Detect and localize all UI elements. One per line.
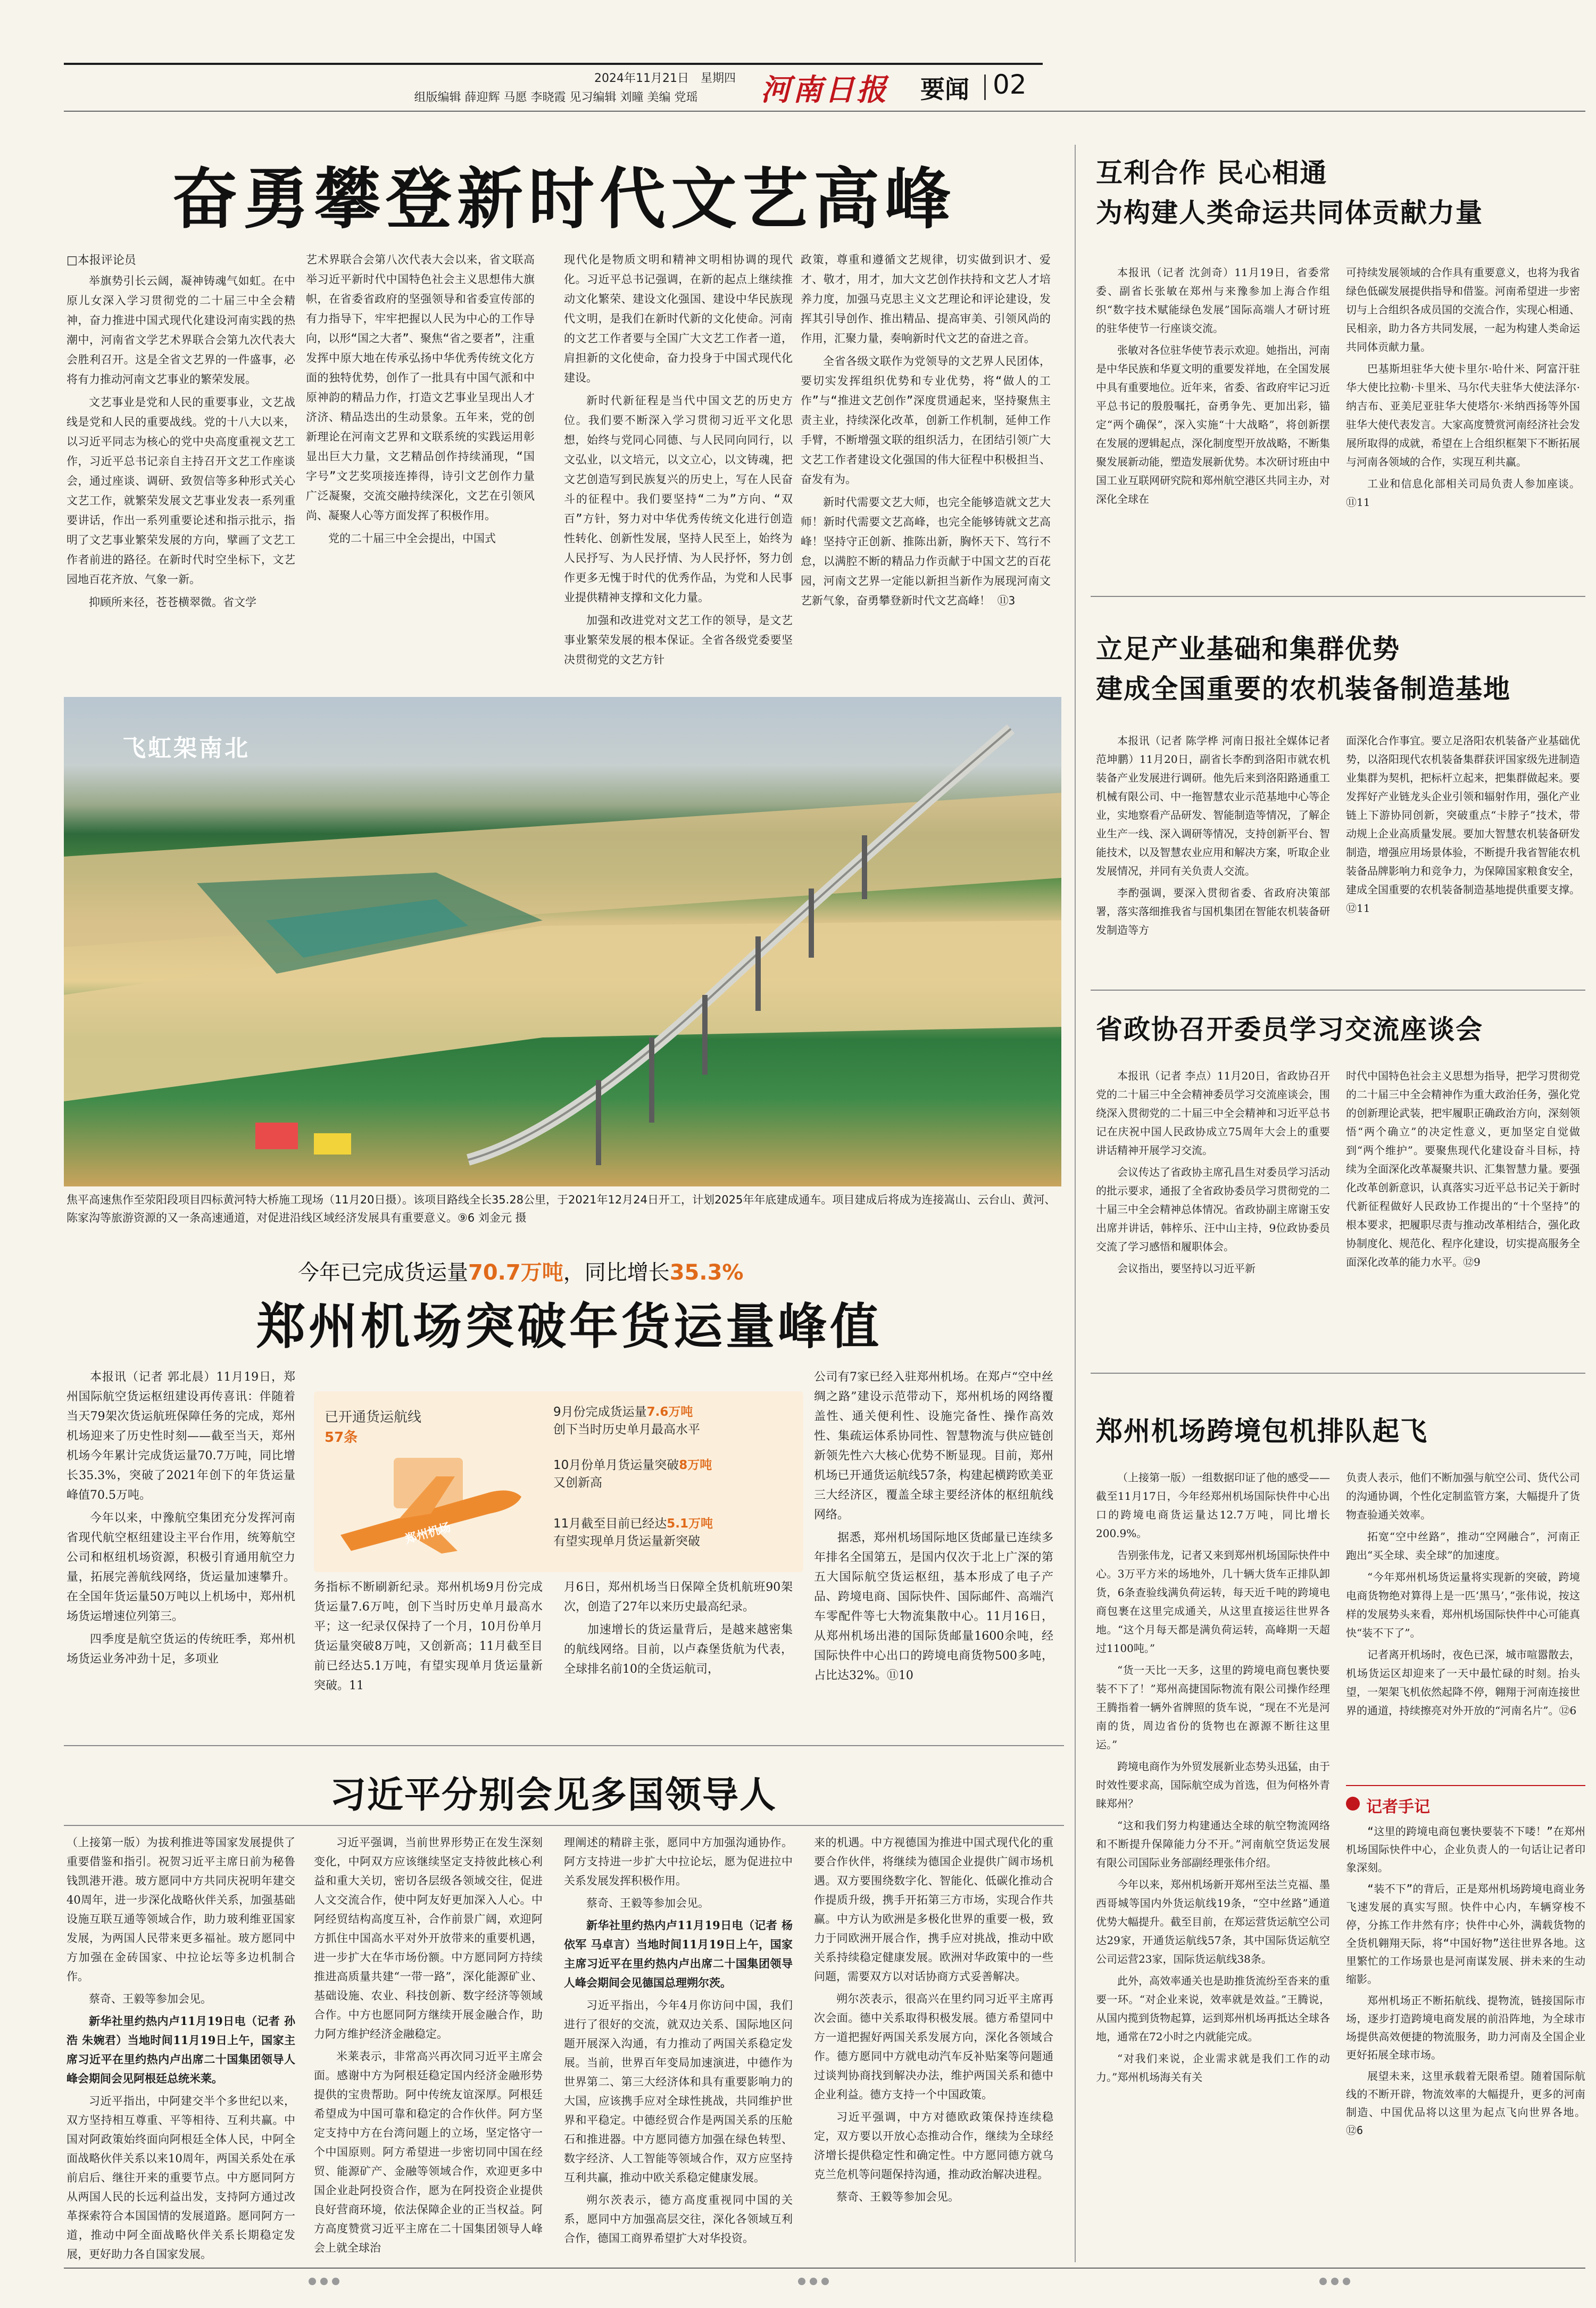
paragraph: 展望未来，这里承载着无限希望。随着国际航线的不断开辟，物流效率的大幅提升，更多的河南制造、中国优品将以这里为起点飞向世界各地。⑫6: [1346, 2070, 1585, 2137]
right-rule-3: [1091, 1373, 1585, 1374]
bottom-rule: [64, 2268, 1585, 2269]
paragraph: 本报讯（记者 陈学桦 河南日报社全媒体记者 范坤鹏）11月20日，副省长李酌到洛阳市就农机装备产业发展进行调研。他先后来到洛阳路通重工机械有限公司、中一拖智慧农业示范基地中心等企业，实地察看产品研发、智能制造等情况，了解企业生产一线、深入调研等情况，支持创新平台、智能技术，以及智慧农业应用和解决方案，听取企业发展情况，并同有关负责人交流。: [1096, 734, 1330, 877]
lead-col-4: [801, 250, 1051, 692]
airport-col-1: [66, 1367, 295, 1740]
right-a1-headline-1: 互利合作 民心相通: [1096, 157, 1328, 188]
masthead-logo: 河南日报: [761, 72, 888, 107]
xi-col-3: [564, 1833, 793, 2253]
paragraph: 据悉，郑州机场国际地区货邮量已连续多年排名全国第五，是国内仅次于北上广深的第五大国际航空货运枢纽，基本形成了电子产品、跨境电商、国际快件、国际邮件、高端汽车零配件等七大物流集散中心。11月16日，从郑州机场出港的国际货邮量1600余吨，经国际快件中心出口的跨境电商货物500多吨，占比达32%。⑪10: [814, 1531, 1053, 1682]
paragraph: 月6日，郑州机场当日保障全货机航班90架次，创造了27年以来历史最高纪录。: [564, 1581, 793, 1614]
plane-label: 郑州机场: [403, 1521, 453, 1547]
right-a4-headline: 郑州机场跨境包机排队起飞: [1096, 1416, 1428, 1447]
subhead-mid: ，同比增长: [563, 1260, 670, 1285]
paragraph: 今年以来，郑州机场新开郑州至法兰克福、墨西哥城等国内外货运航线19条，“空中丝路”通道优势大幅提升。截至目前，在郑运营货运航空公司达29家，开通货运航线57条，其中国际货运航空公司运营23家，国际货运航线38条。: [1096, 1878, 1330, 1965]
lead-col-3: [564, 250, 793, 692]
paragraph: “这和我们努力构建通达全球的航空物流网络和不断提升保障能力分不开。”河南航空货运发展有限公司国际业务部副经理张伟介绍。: [1096, 1819, 1330, 1869]
column-divider: [1075, 145, 1076, 2262]
stat-sub: 创下当时历史单月最高水平: [553, 1423, 700, 1437]
paragraph: 跨境电商作为外贸发展新业态势头迅猛，由于时效性要求高，国际航空成为首选，但为何格外青睐郑州？: [1096, 1760, 1330, 1810]
paragraph: 务指标不断刷新纪录。郑州机场9月份完成货运量7.6万吨，创下当时历史单月最高水平；这一纪录仅保持了一个月，10月份单月货运量突破8万吨，又创新高；11月截至目前已经达5.1万吨，有望实现单月货运量新突破。11: [314, 1581, 543, 1692]
right-a3-headline: 省政协召开委员学习交流座谈会: [1096, 1014, 1483, 1045]
right-a1-col-2: [1346, 263, 1580, 588]
stat-item-3: [553, 1514, 793, 1549]
right-rule-1: [1091, 596, 1585, 597]
paragraph: 全省各级文联作为党领导的文艺界人民团体，要切实发挥组织优势和专业优势，将“做人的工作”与“推进文艺创作”深度贯通起来，坚持聚焦主责主业，持续深化改革，创新工作机制，延伸工作手臂，不断增强文联的组织活力，在团结引领广大文艺工作者建设文化强国的伟大征程中积极担当、奋发有为。: [801, 355, 1051, 486]
stat-item-1: [553, 1402, 793, 1437]
paragraph: 张敏对各位驻华使节表示欢迎。她指出，河南是中华民族和华夏文明的重要发祥地，在全国发展中具有重要地位。近年来，省委、省政府牢记习近平总书记的殷殷嘱托，奋勇争先、更加出彩，锚定“两个确保”，深入实施“十大战略”，将创新摆在发展的逻辑起点，深化制度型开放战略，不断集聚发展新动能，塑造发展新优势。本次研讨班由中国工业互联网研究院和郑州航空港区共同主办，对深化全球在: [1096, 344, 1330, 505]
paragraph: 蔡奇、王毅等参加会见。: [89, 1992, 212, 2005]
xi-col-1: [66, 1833, 295, 2261]
stat-number: 8万吨: [679, 1458, 712, 1472]
footer-dots-2: [798, 2277, 829, 2287]
paragraph: （上接第一版）一组数据印证了他的感受——截至11月17日，今年经郑州机场国际快件中心出口的跨境电商货运量达12.7万吨，同比增长200.9%。: [1096, 1471, 1330, 1540]
airport-col-2: [314, 1578, 543, 1737]
lead-byline: □本报评论员: [66, 254, 136, 267]
stat-number: 5.1万吨: [667, 1517, 713, 1531]
lead-col-2: [306, 250, 535, 692]
paragraph: 新时代新征程是当代中国文艺的历史方位。我们要不断深入学习贯彻习近平文化思想，始终与党同心同德、与人民同向同行，以文弘业，以文培元，以文立心，以文铸魂，把文艺创造写到民族复兴的历史上，写在人民奋斗的征程中。我们要坚持“二为”方向、“双百”方针，努力对中华优秀传统文化进行创造性转化、创新性发展，坚持人民至上，始终为人民抒写、为人民抒情、为人民抒怀，努力创作更多无愧于时代的优秀作品，为党和人民事业提供精神支撑和文化力量。: [564, 394, 793, 604]
paragraph: 现代化是物质文明和精神文明相协调的现代化。习近平总书记强调，在新的起点上继续推动文化繁荣、建设文化强国、建设中华民族现代文明，是我们在新时代新的文化使命。河南的文艺工作者要与全国广大文艺工作者一道，肩担新的文化使命，奋力投身于中国式现代化建设。: [564, 253, 793, 384]
notes-bullet-icon: [1346, 1797, 1360, 1811]
paragraph: 朔尔茨表示，德方高度重视同中国的关系，愿同中方加强高层交往，深化各领域互利合作，德国工商界希望扩大对华投资。: [564, 2194, 793, 2245]
right-a2-headline-1: 立足产业基础和集群优势: [1096, 634, 1400, 665]
masthead-editors: 组版编辑 薛迎辉 马愿 李晓霞 见习编辑 刘曈 美编 党瑶: [414, 91, 698, 104]
right-a4-col-2: [1346, 1468, 1580, 1788]
paragraph: 艺术界联合会第八次代表大会以来，省文联高举习近平新时代中国特色社会主义思想伟大旗帜，在省委省政府的坚强领导和省委宣传部的有力指导下，牢牢把握以人民为中心的工作导向，以形“国之大者”、聚焦“省之要者”，注重发挥中原大地在传承弘扬中华优秀传统文化方面的独特优势，创作了一批具有中国气派和中原神韵的精品力作，打造文艺事业呈现出人才济济、精品迭出的生动景象。五年来，党的创新理论在河南文艺界和文联系统的实践运用彰显出巨大力量，文艺精品创作持续涌现，“国字号”文艺奖项接连捧得，诗引文艺创作力量广泛凝聚，交流交融持续深化，文艺在引领风尚、凝聚人心等方面发挥了积极作用。: [306, 253, 535, 522]
bridge-illustration: [64, 697, 1061, 1186]
paragraph: 可持续发展领域的合作具有重要意义，也将为我省绿色低碳发展提供指导和借鉴。河南希望进一步密切与上合组织各成员国的交流合作，实现心相通、民相亲，助力各方共同发展，一起为构建人类命运共同体贡献力量。: [1346, 266, 1580, 353]
notes-rule: [1346, 1785, 1585, 1786]
lead-col-1: [66, 271, 295, 692]
paragraph: 习近平强调，中方对德欧政策保持连续稳定，双方要以开放心态推动合作，继续为全球经济增长提供稳定性和确定性。中方愿同德方就乌克兰危机等问题保持沟通，推动政治解决进程。: [814, 2111, 1053, 2181]
paragraph: 抑顾所来径，苍苍横翠微。省文学: [89, 596, 256, 609]
paragraph: 工业和信息化部相关司局负责人参加座谈。⑪11: [1346, 477, 1580, 509]
paragraph: 习近平指出，中阿建交半个多世纪以来，双方坚持相互尊重、平等相待、互利共赢。中国对阿政策始终面向阿根廷全体人民，中阿全面战略伙伴关系以来10周年，两国关系处在承前启后、继往开来的重要节点。中方愿同阿方从两国人民的长远利益出发，支持阿方通过改革探索符合本国国情的发展道路。愿同阿方一道，推动中阿全面战略伙伴关系长期稳定发展，更好助力各自国家发展。: [66, 2095, 295, 2261]
cargo-plane-icon: [330, 1455, 537, 1562]
paragraph: 新时代需要文艺大师，也完全能够造就文艺大师！新时代需要文艺高峰，也完全能够铸就文艺高峰！坚持守正创新、推陈出新，胸怀天下、笃行不怠，以满腔不断的精品力作贡献于中国文艺的百花园，河南文艺界一定能以新担当新作为展现河南文艺新气象，奋勇攀登新时代文艺高峰！ ⑪3: [801, 496, 1051, 607]
paragraph: （上接第一版）为拔利推进等国家发展提供了重要借鉴和指引。祝贺习近平主席日前为秘鲁钱凯港开港。玻方愿同中方共同庆祝明年建交40周年，进一步深化战略伙伴关系，加强基础设施互联互通等领域合作，助力玻利维亚国家发展，为两国人民带来更多福祉。玻方愿同中方加强在金砖国家、中拉论坛等多边机制合作。: [66, 1836, 295, 1983]
subhead-text: 今年已完成货运量: [298, 1260, 468, 1285]
section-divider: [984, 74, 986, 100]
paragraph: 文艺事业是党和人民的重要事业，文艺战线是党和人民的重要战线。党的十八大以来，以习近平同志为核心的党中央高度重视文艺工作，习近平总书记亲自主持召开文艺工作座谈会，通过座谈、调研、致贺信等多种形式关心文艺工作，就繁荣发展文艺事业发表一系列重要讲话，作出一系列重要论述和指示批示，指明了文艺事业繁荣发展的方向，擘画了文艺工作者前进的路径。在新时代时空坐标下，文艺园地百花齐放、气象一新。: [66, 396, 295, 586]
section-title: 要闻: [920, 75, 969, 104]
right-a1-col-1: [1096, 263, 1330, 588]
stat-text: 11月截至目前已经达: [553, 1517, 667, 1531]
paragraph: 本报讯（记者 郭北晨）11月19日，郑州国际航空货运枢纽建设再传喜讯：伴随着当天79架次货运航班保障任务的完成，郑州机场迎来了历史性时刻——截至当天，郑州机场今年累计完成货运量70.7万吨，同比增长35.3%，突破了2021年创下的年货运量峰值70.5万吨。: [66, 1371, 295, 1502]
airport-headline: 郑州机场突破年货运量峰值: [256, 1298, 882, 1355]
airport-subhead: [298, 1256, 830, 1286]
lead-headline: 奋勇攀登新时代文艺高峰: [171, 161, 956, 238]
paragraph: 党的二十届三中全会提出，中国式: [328, 532, 496, 545]
bridge-photo: [64, 697, 1061, 1186]
footer-dots-1: [309, 2277, 339, 2287]
paragraph: 会议指出，要坚持以习近平新: [1117, 1262, 1256, 1275]
paragraph: 蔡奇、王毅等参加会见。: [586, 1897, 709, 1910]
paragraph: “装不下”的背后，正是郑州机场跨境电商业务飞速发展的真实写照。快件中心内，车辆穿梭不停，分拣工作井然有序；快件中心外，满载货物的全货机翱翔天际，将“中国好物”送往世界各地。这里繁忙的工作场景也是河南谋发展、拼未来的生动缩影。: [1346, 1882, 1585, 1986]
paragraph: 政策，尊重和遵循文艺规律，切实做到识才、爱才、敬才，用才，加大文艺创作扶持和文艺人才培养力度，加强马克思主义文艺理论和评论建设，发挥其引导创作、推出精品、提高审美、引领风尚的作用，汇聚力量，奏响新时代文艺的奋进之音。: [801, 253, 1051, 345]
paragraph: 来的机遇。中方视德国为推进中国式现代化的重要合作伙伴，将继续为德国企业提供广阔市场机遇。双方要围绕数字化、智能化、低碳化推动合作提质升级，携手开拓第三方市场，实现合作共赢。中方认为欧洲是多极化世界的重要一极，致力于同欧洲开展合作，携手应对挑战，推动中欧关系持续稳定健康发展。欧洲对华政策中的一些问题，需要双方以对话协商方式妥善解决。: [814, 1836, 1053, 1983]
notes-body: [1346, 1822, 1585, 2259]
paragraph: 李酌强调，要深入贯彻省委、省政府决策部署，落实落细推我省与国机集团在智能农机装备研发制造等方: [1096, 886, 1330, 936]
paragraph: 米莱表示，非常高兴再次同习近平主席会面。感谢中方为阿根廷稳定国内经济金融形势提供的宝贵帮助。阿中传统友谊深厚。阿根廷希望成为中国可靠和稳定的合作伙伴。阿方坚定支持中方在台湾问题上的立场，坚定恪守一个中国原则。阿方希望进一步密切同中国在经贸、能源矿产、金融等领域合作，欢迎更多中国企业赴阿投资合作，愿为在阿投资企业提供良好营商环境，依法保障企业的正当权益。阿方高度赞赏习近平主席在二十国集团领导人峰会上就全球治: [314, 2050, 543, 2254]
xi-headline-rule: [64, 1825, 1064, 1826]
section-rule: [64, 1745, 1064, 1746]
paragraph: 公司有7家已经入驻郑州机场。在郑卢“空中丝绸之路”建设示范带动下，郑州机场的网络覆盖性、通关便利性、设施完备性、操作高效性、集疏运体系协同性、智慧物流与供应链创新领先性六大核心优势不断显现。目前，郑州机场已开通货运航线57条，构建起横跨欧美亚三大经济区，覆盖全球主要经济体的枢纽航线网络。: [814, 1371, 1053, 1522]
stat-sub: 又创新高: [553, 1476, 602, 1490]
stat-text: 10月份单月货运量突破: [553, 1458, 679, 1472]
paragraph: 巴基斯坦驻华大使卡里尔·哈什米、阿富汗驻华大使比拉勒·卡里米、马尔代夫驻华大使法泽尔·纳吉布、亚美尼亚驻华大使塔尔·米纳西扬等外国驻华大使代表发言。大家高度赞赏河南经济社会发展所取得的成就，希望在上合组织框架下不断拓展与河南各领域的合作，实现互利共赢。: [1346, 362, 1580, 468]
xi-headline: 习近平分别会见多国领导人: [329, 1774, 777, 1816]
paragraph: 加速增长的货运量背后，是越来越密集的航线网络。目前，以卢森堡货航为代表，全球排名前10的全货运航司，: [564, 1623, 793, 1676]
reporter-notes: [1346, 1785, 1585, 2264]
top-rule: [64, 63, 1043, 65]
photo-overlay-title: 飞虹架南北: [122, 735, 250, 762]
footer-dots-3: [1319, 2277, 1350, 2287]
paragraph: 四季度是航空货运的传统旺季，郑州机场货运业务冲劲十足，多项业: [66, 1633, 295, 1666]
xi-col-4: [814, 1833, 1053, 2253]
airport-col-4: [814, 1367, 1053, 1740]
paragraph: 加强和改进党对文艺工作的领导，是文艺事业繁荣发展的根本保证。全省各级党委要坚决贯彻党的文艺方针: [564, 614, 793, 666]
stat-item-2: [553, 1455, 793, 1490]
xi-col-2: [314, 1833, 543, 2253]
routes-text: 已开通货运航线: [325, 1409, 422, 1425]
right-a1-headline-2: 为构建人类命运共同体贡献力量: [1096, 197, 1483, 228]
right-a2-col-2: [1346, 732, 1580, 982]
stat-text: 9月份完成货运量: [553, 1405, 647, 1419]
page-number: 02: [993, 69, 1027, 100]
paragraph: 新华社里约热内卢11月19日电（记者 杨依军 马卓言）当地时间11月19日上午，国家主席习近平在里约热内卢出席二十国集团领导人峰会期间会见德国总理朔尔茨。: [564, 1919, 793, 1989]
paragraph: 面深化合作事宜。要立足洛阳农机装备产业基础优势，以洛阳现代农机装备集群获评国家级先进制造业集群为契机，把标杆立起来，把集群做起来。要发挥好产业链龙头企业引领和辐射作用，强化产业链上下游协同创新，突破重点“卡脖子”技术，带动规上企业高质量发展。要加大智慧农机装备研发制造，增强应用场景体验，不断提升我省智能农机装备品牌影响力和竞争力，为保障国家粮食安全，建成全国重要的农机装备制造基地提供重要支撑。⑫11: [1346, 734, 1580, 915]
paragraph: 郑州机场正不断拓航线、提物流，链接国际市场，逐步打造跨境电商发展的前沿阵地，为全球市场提供高效便捷的物流服务，助力河南及全国企业更好拓展全球市场。: [1346, 1994, 1585, 2061]
paragraph: 此外，高效率通关也是助推货流纷至沓来的重要一环。“对企业来说，效率就是效益。”王腾说，从国内揽到货物起算，运到郑州机场再抵达全球各地，通常在72小时之内就能完成。: [1096, 1974, 1330, 2043]
routes-label: [325, 1407, 426, 1448]
paragraph: 理阐述的精辟主张，愿同中方加强沟通协作。阿方支持进一步扩大中拉论坛，愿为促进拉中关系发展发挥积极作用。: [564, 1836, 793, 1887]
subhead-percent: 35.3%: [669, 1260, 744, 1285]
right-a2-col-1: [1096, 732, 1330, 982]
paragraph: 今年以来，中豫航空集团充分发挥河南省现代航空枢纽建设主平台作用，统筹航空公司和枢纽机场资源，积极引育通用航空力量，拓展完善航线网络，货运量加速攀升。在全国年货运量50万吨以上机场中，郑州机场货运增速位列第三。: [66, 1512, 295, 1623]
stat-sub: 有望实现单月货运量新突破: [553, 1534, 700, 1548]
paragraph: 时代中国特色社会主义思想为指导，把学习贯彻党的二十届三中全会精神作为重大政治任务，强化党的创新理论武装，把牢履职正确政治方向，深刻领悟“两个确立”的决定性意义，更加坚定自觉做到“两个维护”。要聚焦现代化建设奋斗目标，持续为全面深化改革凝聚共识、汇集智慧力量。要强化改革创新意识，认真落实习近平总书记关于新时代新征程做好人民政协工作提出的“十个坚持”的根本要求，把履职尽责与推动改革相结合，强化政协制度化、规范化、程序化建设，切实提高服务全面深化改革的能力水平。⑫9: [1346, 1069, 1580, 1268]
paragraph: “货一天比一天多，这里的跨境电商包裹快要装不下了！”郑州高捷国际物流有限公司操作经理王腾指着一辆外省牌照的货车说，“现在不光是河南的货，周边省份的货物也在源源不断往这里运。”: [1096, 1664, 1330, 1751]
paragraph: 本报讯（记者 李点）11月20日，省政协召开党的二十届三中全会精神委员学习交流座谈会，围绕深入贯彻党的二十届三中全会精神和习近平总书记在庆祝中国人民政协成立75周年大会上的重要讲话精神开展学习交流。: [1096, 1069, 1330, 1157]
subhead-tonnage: 70.7万吨: [468, 1260, 563, 1285]
paragraph: “对我们来说，企业需求就是我们工作的动力。”郑州机场海关有关: [1096, 2052, 1330, 2083]
airport-col-3: [564, 1578, 793, 1737]
paragraph: 举旗势引长云阔，凝神铸魂气如虹。在中原儿女深入学习贯彻党的二十届三中全会精神，奋力推进中国式现代化建设河南实践的热潮中，河南省文学艺术界联合会第九次代表大会胜利召开。这是全省文艺界的一件盛事，必将有力推动河南文艺事业的繁荣发展。: [66, 275, 295, 386]
paragraph: 朔尔茨表示，很高兴在里约同习近平主席再次会面。德中关系取得积极发展。德方希望同中方一道把握好两国关系发展方向，深化各领域合作。德方愿同中方就电动汽车反补贴案等问题通过谈判协商找到解决办法，维护两国关系和德中企业利益。德方支持一个中国政策。: [814, 1992, 1053, 2101]
notes-title: 记者手记: [1366, 1798, 1430, 1816]
paragraph: 记者离开机场时，夜色已深，城市喧嚣散去，机场货运区却迎来了一天中最忙碌的时刻。抬头望，一架架飞机依然起降不停，翱翔于河南连接世界的通道，持续擦亮对外开放的“河南名片”。⑫6: [1346, 1648, 1580, 1717]
right-rule-2: [1091, 990, 1585, 991]
masthead-date: 2024年11月21日 星期四: [594, 72, 736, 85]
paragraph: 习近平指出，今年4月你访问中国，我们进行了很好的交流，就双边关系、国际地区问题开展深入沟通，有力推动了两国关系稳定发展。当前，世界百年变局加速演进，中德作为世界第二、第三大经济体和具有重要影响力的大国，应该携手应对全球性挑战，共同维护世界和平稳定。中德经贸合作是两国关系的压舱石和推进器。中方愿同德方加强在绿色转型、数字经济、人工智能等领域合作，双方应坚持互利共赢，推动中欧关系稳定健康发展。: [564, 1999, 793, 2184]
paragraph: 告别张伟龙，记者又来到郑州机场国际快件中心。3万平方米的场地外，几十辆大货车正排队卸货，6条查验线满负荷运转，每天近千吨的跨境电商包裹在这里完成通关，从这里直接运往世界各地。“这个月每天都是满负荷运转，高峰期一天超过1100吨。”: [1096, 1549, 1330, 1655]
paragraph: 负责人表示，他们不断加强与航空公司、货代公司的沟通协调，个性化定制监管方案，大幅提升了货物查验通关效率。: [1346, 1471, 1580, 1521]
masthead-rule: [64, 111, 1585, 112]
cargo-infographic: [314, 1391, 803, 1572]
paragraph: 拓宽“空中丝路”，推动“空网融合”，河南正跑出“买全球、卖全球”的加速度。: [1346, 1530, 1580, 1562]
paragraph: “今年郑州机场货运量将实现新的突破，跨境电商货物绝对算得上是一匹‘黑马’，”张伟说，按这样的发展势头来看，郑州机场国际快件中心可能真快“装不下了”。: [1346, 1571, 1580, 1639]
paragraph: 本报讯（记者 沈剑奇）11月19日，省委常委、副省长张敏在郑州与来豫参加上海合作组织“数字技术赋能绿色发展”国际高端人才研讨班的驻华使节一行座谈交流。: [1096, 266, 1330, 335]
paragraph: 新华社里约热内卢11月19日电（记者 孙浩 朱婉君）当地时间11月19日上午，国家主席习近平在里约热内卢出席二十国集团领导人峰会期间会见阿根廷总统米莱。: [66, 2014, 295, 2085]
paragraph: 蔡奇、王毅等参加会见。: [836, 2190, 959, 2203]
photo-caption: 焦平高速焦作至荥阳段项目四标黄河特大桥施工现场（11月20日摄）。该项目路线全长35.28公里，于2021年12月24日开工，计划2025年年底建成通车。项目建成后将成为连接嵩山、云台山、黄河、陈家沟等旅游资源的又一条高速通道，对促进沿线区域经济发展具有重要意义。⑨6 刘金元 摄: [66, 1193, 1056, 1224]
routes-number: 57条: [325, 1430, 358, 1446]
right-a3-col-2: [1346, 1067, 1580, 1365]
right-a3-col-1: [1096, 1067, 1330, 1365]
paragraph: 习近平强调，当前世界形势正在发生深刻变化，中阿双方应该继续坚定支持彼此核心利益和重大关切，密切各层级各领域交往，促进人文交流合作，使中阿友好更加深入人心。中阿经贸结构高度互补，合作前景广阔，欢迎阿方抓住中国高水平对外开放带来的重要机遇，进一步扩大在华市场份额。中方愿同阿方持续推进高质量共建“一带一路”，深化能源矿业、基础设施、农业、科技创新、数字经济等领域合作。中方也愿同阿方继续开展金融合作，助力阿方维护经济金融稳定。: [314, 1836, 543, 2040]
right-a2-headline-2: 建成全国重要的农机装备制造基地: [1096, 674, 1511, 704]
paragraph: “这里的跨境电商包裹快要装不下喽！”在郑州机场国际快件中心，企业负责人的一句话让记者印象深刻。: [1346, 1825, 1585, 1874]
right-a4-col-1: [1096, 1468, 1330, 2267]
stat-number: 7.6万吨: [646, 1405, 693, 1419]
paragraph: 会议传达了省政协主席孔昌生对委员学习活动的批示要求，通报了全省政协委员学习贯彻党的二十届三中全会精神总体情况。省政协副主席谢玉安出席并讲话，韩梓乐、汪中山主持，9位政协委员交流了学习感悟和履职体会。: [1096, 1166, 1330, 1253]
